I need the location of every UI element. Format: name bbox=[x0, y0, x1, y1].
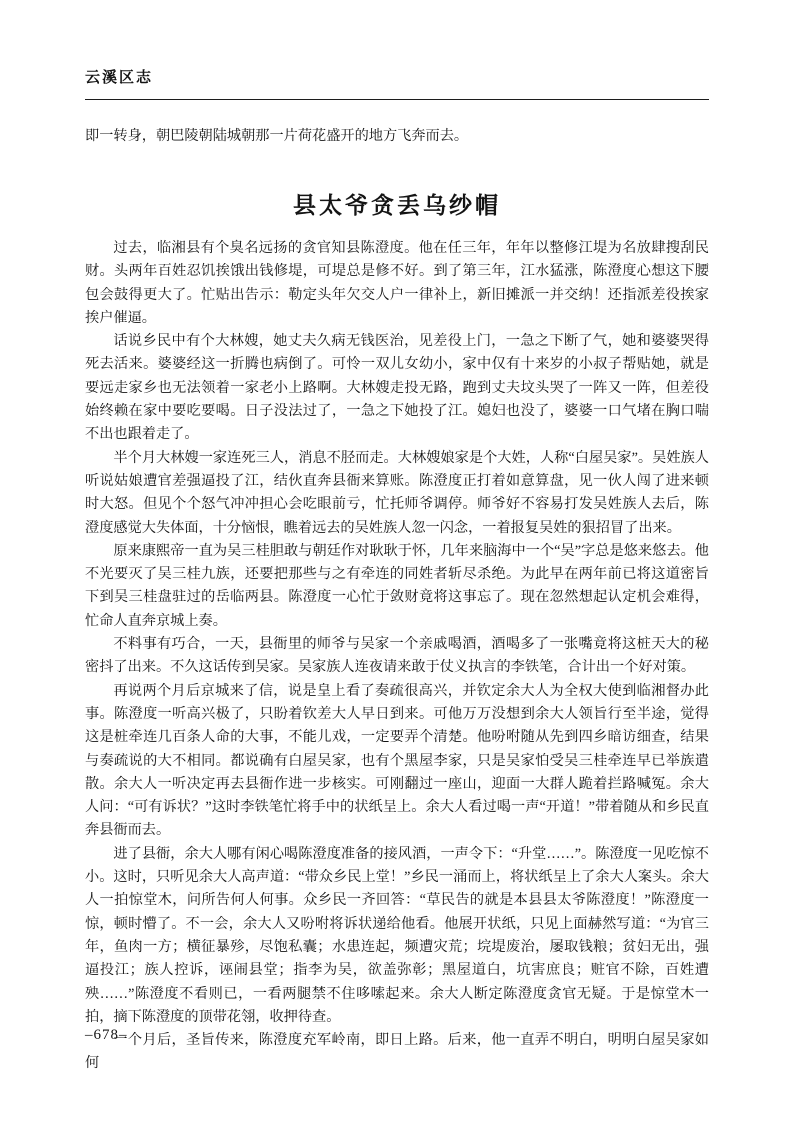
paragraph: 原来康熙帝一直为吴三桂胆敢与朝廷作对耿耿于怀，几年来脑海中一个“吴”字总是悠来悠去。他不光要灭了吴三桂九族，还要把那些与之有牵连的同姓者斩尽杀绝。为此早在两年前已将这道密旨下到吴三桂盘驻过的岳临两县。陈澄度一心忙于敛财竟将这事忘了。现在忽然想起认定机会难得，忙命人直奔京城上奏。 bbox=[85, 542, 709, 629]
paragraph: 一个月后，圣旨传来，陈澄度充军岭南，即日上路。后来，他一直弄不明白，明明白屋吴家如何 bbox=[85, 1032, 709, 1072]
carryover-text-line: 即一转身，朝巴陵朝陆城朝那一片荷花盛开的地方飞奔而去。 bbox=[85, 128, 469, 144]
paragraph: 半个月大林嫂一家连死三人，消息不胫而走。大林嫂娘家是个大姓，人称“白屋吴家”。吴姓族人听说姑娘遭官差强逼投了江，结伙直奔县衙来算账。陈澄度正打着如意算盘，见一伙人闯了进来顿时大怒。但见个个怒气冲冲担心会吃眼前亏，忙托师爷调停。师爷好不容易打发吴姓族人去后，陈澄度感觉大失体面，十分恼恨，瞧着远去的吴姓族人忽一闪念，一着报复吴姓的狠招冒了出来。 bbox=[85, 449, 709, 536]
running-header: 云溪区志 bbox=[85, 70, 154, 86]
header-rule bbox=[85, 99, 709, 100]
article-title: 县太爷贪丢乌纱帽 bbox=[293, 193, 501, 219]
paragraph: 再说两个月后京城来了信，说是皇上看了奏疏很高兴，并钦定余大人为全权大使到临湘督办此事。陈澄度一听高兴极了，只盼着钦差大人早日到来。可他万万没想到余大人领旨行至半途，觉得这是桩牵连几百条人命的大事，不能儿戏，一定要弄个清楚。他吩咐随从先到四乡暗访细查，结果与奏疏说的大不相同。都说确有白屋吴家，也有个黑屋李家，只是吴家怕受吴三桂牵连早已举族遣散。余大人一听决定再去县衙作进一步核实。可刚翻过一座山，迎面一大群人跪着拦路喊冤。余大人问：“可有诉状？”这时李铁笔忙将手中的状纸呈上。余大人看过喝一声“开道！”带着随从和乡民直奔县衙而去。 bbox=[85, 682, 709, 839]
page-number: –678– bbox=[85, 1027, 128, 1043]
paragraph: 话说乡民中有个大林嫂，她丈夫久病无钱医治，见差役上门，一急之下断了气，她和婆婆哭得死去活来。婆婆经这一折腾也病倒了。可怜一双儿女幼小，家中仅有十来岁的小叔子帮贴她，就是要远走家乡也无法领着一家老小上路啊。大林嫂走投无路，跑到丈夫坟头哭了一阵又一阵，但差役始终赖在家中要吃要喝。日子没法过了，一急之下她投了江。媳妇也没了，婆婆一口气堵在胸口喘不出也跟着走了。 bbox=[85, 333, 709, 443]
paragraph: 不料事有巧合，一天，县衙里的师爷与吴家一个亲戚喝酒，酒喝多了一张嘴竟将这桩天大的秘密抖了出来。不久这话传到吴家。吴家族人连夜请来敢于仗义执言的李铁笔，合计出一个好对策。 bbox=[85, 636, 709, 676]
paragraph: 进了县衙，余大人哪有闲心喝陈澄度准备的接风酒，一声令下：“升堂……”。陈澄度一见吃惊不小。这时，只听见余大人高声道：“带众乡民上堂！”乡民一涌而上，将状纸呈上了余大人案头。余大人一拍惊堂木，问所告何人何事。众乡民一齐回答：“草民告的就是本县县太爷陈澄度！”陈澄度一惊，顿时懵了。不一会，余大人又吩咐将诉状递给他看。他展开状纸，只见上面赫然写道：“为官三年，鱼肉一方；横征暴殄，尽饱私囊；水患连起，频遭灾荒；垸堤废治，屡取钱粮；贫妇无出，强逼投江；族人控诉，诬闹县堂；指李为吴，欲盖弥彰；黑屋道白，坑害庶良；赃官不除，百姓遭殃……”陈澄度不看则已，一看两腿禁不住哆嗦起来。余大人断定陈澄度贪官无疑。于是惊堂木一拍，摘下陈澄度的顶带花翎，收押待查。 bbox=[85, 845, 709, 1025]
article-body bbox=[85, 237, 709, 1076]
paragraph: 过去，临湘县有个臭名远扬的贪官知县陈澄度。他在任三年，年年以整修江堤为名放肆搜刮民财。头两年百姓忍饥挨饿出钱修堤，可堤总是修不好。到了第三年，江水猛涨，陈澄度心想这下腰包会鼓得更大了。忙贴出告示：勒定头年欠交人户一律补上，新旧摊派一并交纳！还指派差役挨家挨户催逼。 bbox=[85, 240, 709, 326]
